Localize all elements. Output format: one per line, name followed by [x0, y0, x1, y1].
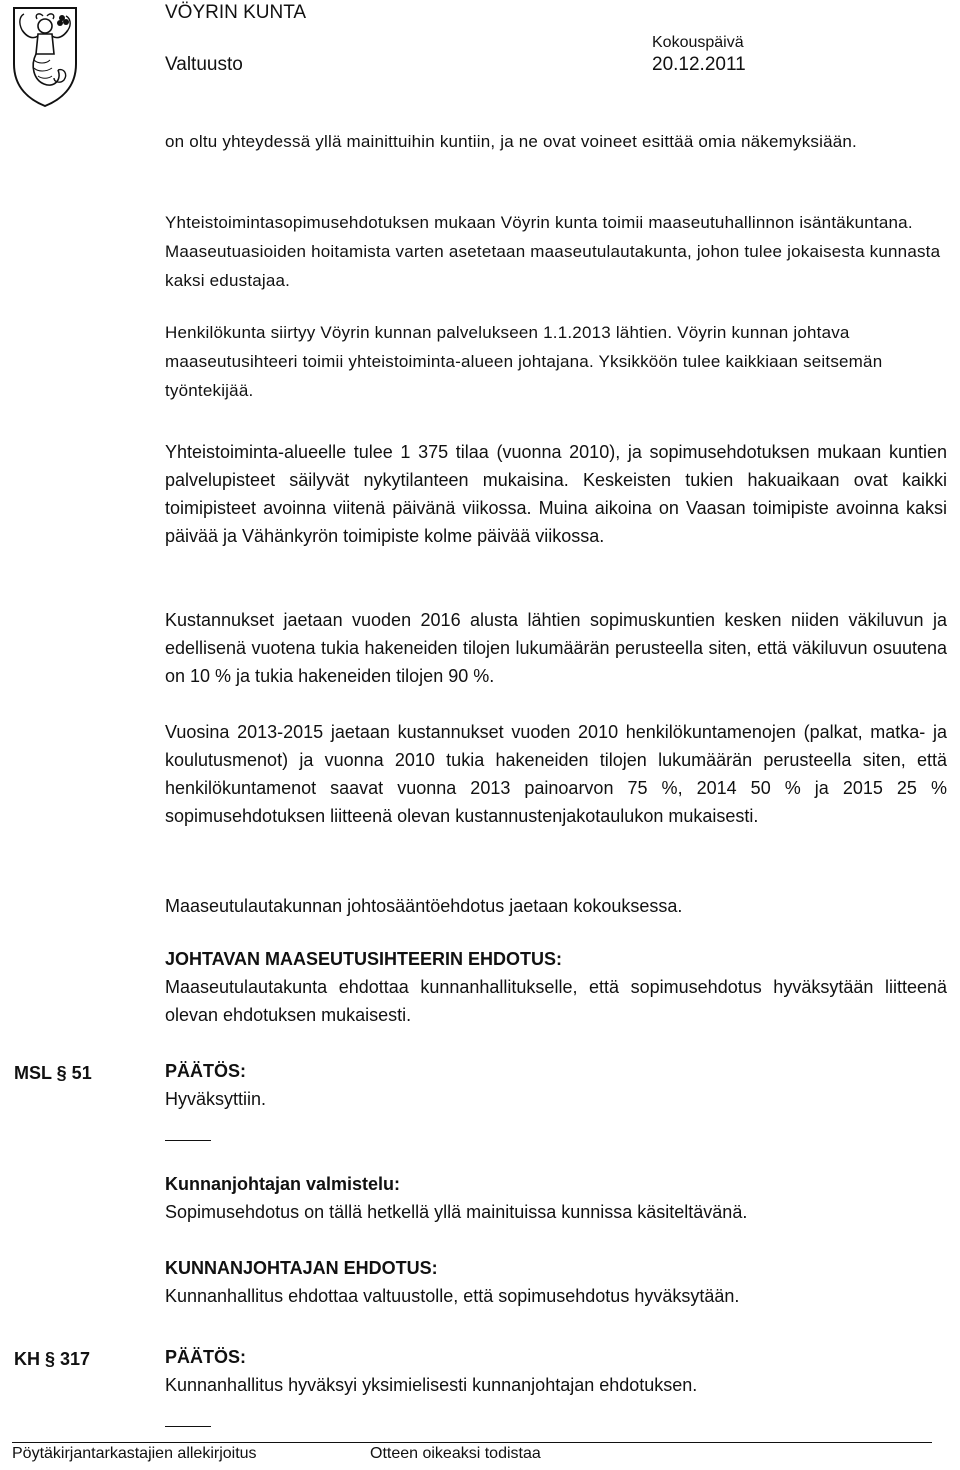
- decision-2-ref: KH § 317: [14, 1349, 91, 1369]
- organization-name: VÖYRIN KUNTA: [165, 2, 307, 23]
- decision-1-ref: MSL § 51: [14, 1063, 92, 1083]
- paragraph-4: Yhteistoiminta-alueelle tulee 1 375 tilaa (vuonna 2010), ja sopimusehdotuksen mukaan kuntien palvelupisteet säilyvät nykytilanteen mukaisina. Keskeisten tukien hakuaikaan ovat kaikki toimipisteet avoinna viitenä päivänä viikossa. Muina aikoina on Vaasan toimipiste avoinna kaksi päivää ja Vähänkyrön toimipiste kolme päivää viikossa.: [165, 442, 947, 546]
- decision-2-text: Kunnanhallitus hyväksyi yksimielisesti kunnanjohtajan ehdotuksen.: [165, 1375, 698, 1395]
- paragraph-6: Vuosina 2013-2015 jaetaan kustannukset vuoden 2010 henkilökuntamenojen (palkat, matka- ja koulutusmenot) ja vuonna 2010 tukia hakeneiden tilojen lukumäärän perusteella siten, että henkilökuntamenot saavat vuonna 2013 painoarvon 75 %, 2014 50 % ja 2015 25 % sopimusehdotuksen liitteenä olevan kustannustenjakotaulukon mukaisesti.: [165, 722, 947, 826]
- body-name: Valtuusto: [165, 54, 243, 75]
- meeting-date: 20.12.2011: [652, 54, 746, 75]
- municipal-crest-icon: [10, 4, 80, 108]
- footer-certification-label: Otteen oikeaksi todistaa: [370, 1445, 541, 1462]
- decision-2-heading: PÄÄTÖS:: [165, 1347, 246, 1367]
- paragraph-2: Yhteistoimintasopimusehdotuksen mukaan Vöyrin kunta toimii maaseutuhallinnon isäntäkuntana. Maaseutuasioiden hoitamista varten asetetaan maaseutulautakunta, johon tulee jokaisesta kunnasta kaksi edustajaa.: [165, 213, 941, 290]
- decision-1-heading: PÄÄTÖS:: [165, 1061, 246, 1081]
- footer-signature-label: Pöytäkirjantarkastajien allekirjoitus: [12, 1445, 257, 1462]
- paragraph-3: Henkilökunta siirtyy Vöyrin kunnan palvelukseen 1.1.2013 lähtien. Vöyrin kunnan johtava maaseutusihteeri toimii yhteistoiminta-alueen johtajana. Yksikköön tulee kaikkiaan seitsemän työntekijää.: [165, 323, 883, 400]
- meeting-date-label: Kokouspäivä: [652, 34, 744, 51]
- preparation-heading: Kunnanjohtajan valmistelu:: [165, 1174, 401, 1194]
- proposal-2-heading: KUNNANJOHTAJAN EHDOTUS:: [165, 1258, 438, 1278]
- paragraph-5: Kustannukset jaetaan vuoden 2016 alusta lähtien sopimuskuntien kesken niiden väkiluvun ja edellisenä vuotena tukia hakeneiden tilojen lukumäärän perusteella siten, että väkiluvun osuutena on 10 % ja tukia hakeneiden tilojen 90 %.: [165, 610, 947, 686]
- decision-1-text: Hyväksyttiin.: [165, 1089, 267, 1109]
- section-divider: [165, 1140, 211, 1141]
- proposal-1-text: Maaseutulautakunta ehdottaa kunnanhallitukselle, että sopimusehdotus hyväksytään liitteenä olevan ehdotuksen mukaisesti.: [165, 977, 947, 1025]
- proposal-1-heading: JOHTAVAN MAASEUTUSIHTEERIN EHDOTUS:: [165, 949, 563, 969]
- section-divider: [165, 1426, 211, 1427]
- preparation-text: Sopimusehdotus on tällä hetkellä yllä mainituissa kunnissa käsiteltävänä.: [165, 1202, 748, 1222]
- footer-rule: [12, 1442, 932, 1443]
- proposal-2-text: Kunnanhallitus ehdottaa valtuustolle, että sopimusehdotus hyväksytään.: [165, 1286, 740, 1306]
- paragraph-1: on oltu yhteydessä yllä mainittuihin kuntiin, ja ne ovat voineet esittää omia näkemyksiään.: [165, 132, 857, 151]
- paragraph-7: Maaseutulautakunnan johtosääntöehdotus jaetaan kokouksessa.: [165, 896, 683, 916]
